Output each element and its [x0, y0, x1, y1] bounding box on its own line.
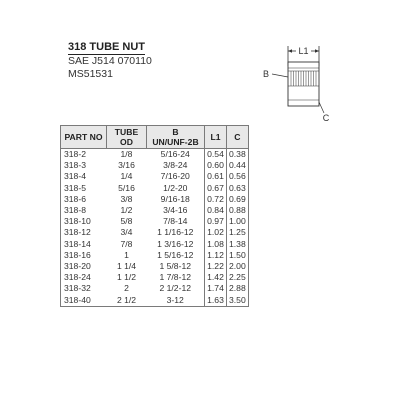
cell-tube-od: 3/8: [120, 193, 133, 204]
table-row: [61, 171, 249, 182]
cell-part-no: 318-6: [61, 194, 107, 205]
cell-tube-od: 5/8: [120, 216, 133, 227]
cell-tube-od: 5/16: [118, 182, 135, 193]
cell-part-no: 318-4: [61, 171, 107, 182]
cell-thread-b: 5/16-24: [160, 149, 190, 160]
cell-thread-b: 3-12: [147, 294, 205, 306]
cell-l1: 1.42: [205, 272, 227, 283]
cell-part-no: 318-5: [61, 183, 107, 194]
label-b: B: [262, 69, 270, 79]
c-leader: [319, 102, 324, 113]
cell-l1: 0.61: [205, 171, 227, 182]
cell-thread-b: 9/16-18: [160, 193, 190, 204]
cell-c: 0.38: [227, 149, 249, 161]
cell-tube-od: 3/4: [120, 227, 133, 238]
standard-sae: SAE J514 070110: [68, 55, 152, 67]
dimension-table: [60, 125, 249, 307]
cell-thread-b: 1 3/16-12: [157, 238, 194, 249]
cell-thread-b: 3/4-16: [163, 205, 188, 216]
cell-thread-b: 2 1/2-12: [159, 283, 192, 294]
cell-thread-b: 1 5/16-12: [157, 249, 194, 260]
cell-thread-b: 7/8-14: [163, 216, 188, 227]
cell-c: 0.44: [227, 160, 249, 171]
table-row: [61, 261, 249, 272]
product-title: 318 TUBE NUT: [68, 41, 146, 53]
cell-thread-b: 1 1/16-12: [157, 227, 194, 238]
table-row: [61, 205, 249, 216]
cell-part-no: 318-10: [61, 216, 107, 227]
standard-ms: MS51531: [68, 68, 113, 80]
l1-arrow-right: [315, 49, 319, 52]
cell-part-no: 318-16: [61, 250, 107, 261]
cell-c: 0.56: [227, 171, 249, 182]
cell-part-no: 318-2: [61, 149, 107, 161]
cell-c: 1.50: [227, 250, 249, 261]
cell-part-no: 318-40: [61, 294, 107, 306]
cell-l1: 1.74: [205, 283, 227, 294]
cell-tube-od: 2: [124, 283, 129, 294]
cell-tube-od: 7/8: [120, 238, 133, 249]
cell-l1: 0.60: [205, 160, 227, 171]
cell-thread-b: 1/2-20: [163, 182, 188, 193]
table-row: [61, 216, 249, 227]
cell-tube-od: 2 1/2: [107, 294, 147, 306]
cell-c: 1.25: [227, 227, 249, 238]
cell-l1: 0.72: [205, 194, 227, 205]
header-l1: L1: [205, 126, 227, 149]
tube-nut-diagram: [258, 44, 328, 124]
cell-tube-od: 1/4: [120, 171, 133, 182]
table-row: [61, 272, 249, 283]
cell-l1: 1.22: [205, 261, 227, 272]
cell-l1: 0.67: [205, 183, 227, 194]
cell-tube-od: 1 1/2: [116, 272, 137, 283]
table-row: [61, 250, 249, 261]
cell-l1: 1.02: [205, 227, 227, 238]
table-header-row: [61, 126, 249, 149]
cell-l1: 1.63: [205, 294, 227, 306]
cell-part-no: 318-12: [61, 227, 107, 238]
cell-c: 2.00: [227, 261, 249, 272]
l1-arrow-left: [288, 49, 292, 52]
cell-tube-od: 1/2: [120, 205, 133, 216]
table-row: [61, 183, 249, 194]
cell-thread-b: 1 5/8-12: [159, 260, 192, 271]
header-c: C: [227, 126, 249, 149]
cell-l1: 0.84: [205, 205, 227, 216]
cell-thread-b: 1 7/8-12: [159, 272, 192, 283]
table-row: [61, 194, 249, 205]
cell-l1: 0.54: [205, 149, 227, 161]
header-part-no: PART NO: [61, 126, 107, 149]
cell-part-no: 318-32: [61, 283, 107, 294]
b-leader: [272, 74, 288, 77]
cell-tube-od: 3/16: [118, 160, 135, 171]
header-tube-od: TUBE OD: [107, 126, 147, 149]
cell-c: 0.69: [227, 194, 249, 205]
cell-tube-od: 1 1/4: [116, 260, 137, 271]
cell-c: 0.63: [227, 183, 249, 194]
cell-part-no: 318-24: [61, 272, 107, 283]
table-row: [61, 294, 249, 306]
cell-tube-od: 1/8: [120, 149, 133, 160]
spec-header: [68, 37, 152, 81]
label-l1: L1: [298, 46, 309, 56]
cell-thread-b: 3/8-24: [163, 160, 188, 171]
cell-c: 0.88: [227, 205, 249, 216]
table-row: [61, 149, 249, 161]
cell-c: 3.50: [227, 294, 249, 306]
label-c: C: [322, 113, 330, 123]
table-row: [61, 283, 249, 294]
cell-part-no: 318-14: [61, 239, 107, 250]
cell-c: 2.88: [227, 283, 249, 294]
cell-part-no: 318-20: [61, 261, 107, 272]
cell-l1: 1.08: [205, 239, 227, 250]
table-body: [61, 149, 249, 307]
table-row: [61, 239, 249, 250]
cell-l1: 1.12: [205, 250, 227, 261]
cell-l1: 0.97: [205, 216, 227, 227]
header-thread-b: B UN/UNF-2B: [147, 126, 205, 149]
cell-c: 1.38: [227, 239, 249, 250]
cell-thread-b: 7/16-20: [160, 171, 190, 182]
cell-part-no: 318-3: [61, 160, 107, 171]
table-row: [61, 160, 249, 171]
cell-c: 1.00: [227, 216, 249, 227]
cell-c: 2.25: [227, 272, 249, 283]
table-row: [61, 227, 249, 238]
cell-tube-od: 1: [124, 249, 129, 260]
cell-part-no: 318-8: [61, 205, 107, 216]
